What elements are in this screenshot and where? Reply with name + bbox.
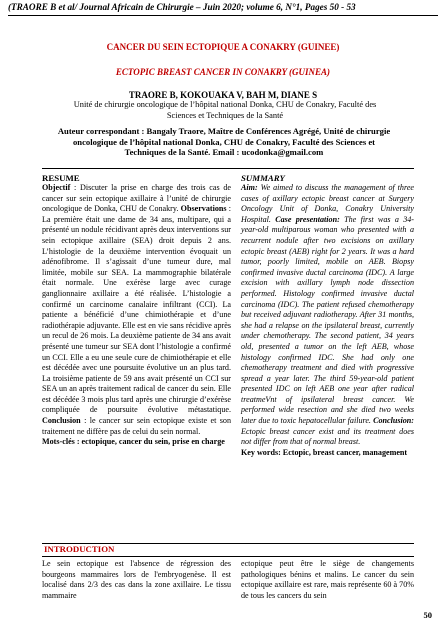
journal-header: (TRAORE B et al/ Journal Africain de Chirurgie – Juin 2020; volume 6, N°1, Pages 50 - 53 [8,2,356,12]
resume-column [42,173,231,448]
resume-body [42,183,231,437]
summary-keywords: Key words: Ectopic, breast cancer, management [241,447,408,457]
correspondent-line-2: oncologique de l’hôpital national Donka, CHU de Conakry, Faculté des Sciences et [73,136,375,147]
affiliation-line-1: Unité de chirurgie oncologique de l’hôpital national Donka, CHU de Conakry, Faculté des [73,100,377,109]
observations-label: Observations [180,204,227,214]
correspondent-line-1: Auteur correspondant : Bangaly Traore, Maître de Conférences Agrégé, Unité de chirurgie [57,126,391,136]
affiliation-line-2: Sciences et Techniques de la Santé [166,110,284,120]
summary-conclusion-label: Conclusion: [373,416,414,426]
objectif-text: : Discuter la prise en charge des trois cas de cancer sur sein ectopique axillaire à l’unité de chirurgie oncologique de Donka, CHU de Conakry. [42,183,231,214]
article-title-en: ECTOPIC BREAST CANCER IN CONAKRY (GUINEA) [115,67,331,77]
abstract-top-rule [42,168,414,169]
header-rule [8,15,438,16]
article-title-fr: CANCER DU SEIN ECTOPIQUE A CONAKRY (GUINEE) [106,42,340,52]
aim-text: We aimed to discuss the management of three cases of axillary ectopic breast cancer at Surgery Oncology Unit of Donka, Conakry University Hospital. [241,183,414,224]
introduction-heading: INTRODUCTION [44,544,115,554]
objectif-label: Objectif [42,183,71,192]
summary-body [241,183,414,448]
introduction-left-text: Le sein ectopique est l'absence de régression des bourgeons mammaires lors de l'embryogenèse. Il est localisé dans 2/3 des cas dans la zone axillaire. Le tissu mammaire [42,559,231,600]
conclusion-label: Conclusion [42,416,81,426]
page-number: 50 [423,610,432,620]
correspondent-line-3: Techniques de la Santé. Email : ucodonka@gmail.com [124,147,324,157]
observations-text: : La première était une dame de 34 ans, multipare, qui a présenté un nodule récidivant après deux interventions sur sein ectopique axillaire (SEA) droit depuis 2 ans. L’histologie de la deuxième intervention évoquait un adénofibrome. Il s’agissait d’une tumeur dure, mal limitée, mobile sur SEA. La mammographie bilatérale était normale. Une exérèse large avec curage ganglionnaire axillaire a été réalisée. L’histologie a confirmé un carcinome canalaire infiltrant (CCI). La patiente a bénéficié d’une chimiothérapie et d’une radiothérapie adjuvante. Elle est en vie sans récidive après un recul de 26 mois. La deuxième patiente de 34 ans avait présenté une tumeur sur SEA dont l’histologie a confirmé un CCI. Elle a eu une seule cure de chimiothérapie et elle est décédée avec une poursuite évolutive un an plus tard. La troisième patiente de 59 ans avait présenté un CCI sur SEA un an après traitement radical de cancer du sein. Elle est décédée 3 mois plus tard après une chirurgie d’exérèse compliquée de poursuite évolutive métastatique. [42,204,231,415]
corresponding-author [18,126,430,158]
article-authors: TRAORE B, KOKOUAKA V, BAH M, DIANE S [128,90,318,100]
conclusion-text: : le cancer sur sein ectopique existe et son traitement ne diffère pas de celui du sein normal. [42,416,231,436]
summary-heading: SUMMARY [241,173,285,183]
summary-conclusion-text: Ectopic breast cancer exist and its treatment does not differ from that of normal breast. [241,426,414,447]
case-label: Case presentation: [275,214,340,224]
aim-label: Aim: [241,183,258,192]
summary-column [241,173,414,458]
case-text: The first was a 34-year-old multiparous woman who presented with a recurrent nodule after two excisions on axillary ectopic breast (AEB) right for 2 years. It was a hard tumor, poorly limited, mobile on AEB. Biopsy confirmed invasive ductal carcinoma (IDC). A large excision with axillary lymph node dissection performed. Histology confirmed invasive ductal carcinoma (IDC). The patient refused chemotherapy but received adjuvant radiotherapy. After 31 months, she had a relapse on the ipsilateral breast, currently under chemotherapy. The second patient, 34 years old, presented a tumor on the left AEB, whose histology confirmed IDC. She had only one chemotherapy treatment and died with progressive spread a year later. The third 59-year-old patient presented IDC on left AEB one year after radical treatmeVnt of ipsilateral breast cancer. We performed wide resection and she died two weeks later due to toxic hepatocellular failure. [241,214,414,426]
article-affiliation [60,100,390,122]
introduction-right-text: ectopique peut être le siège de changements pathologiques bénins et malins. Le cancer du sein ectopique axillaire est rare, mais représente 60 à 70% de tous les cancers du sein [241,559,414,600]
resume-keywords: Mots-clés : ectopique, cancer du sein, prise en charge [42,437,225,447]
resume-heading: RESUME [42,173,80,183]
